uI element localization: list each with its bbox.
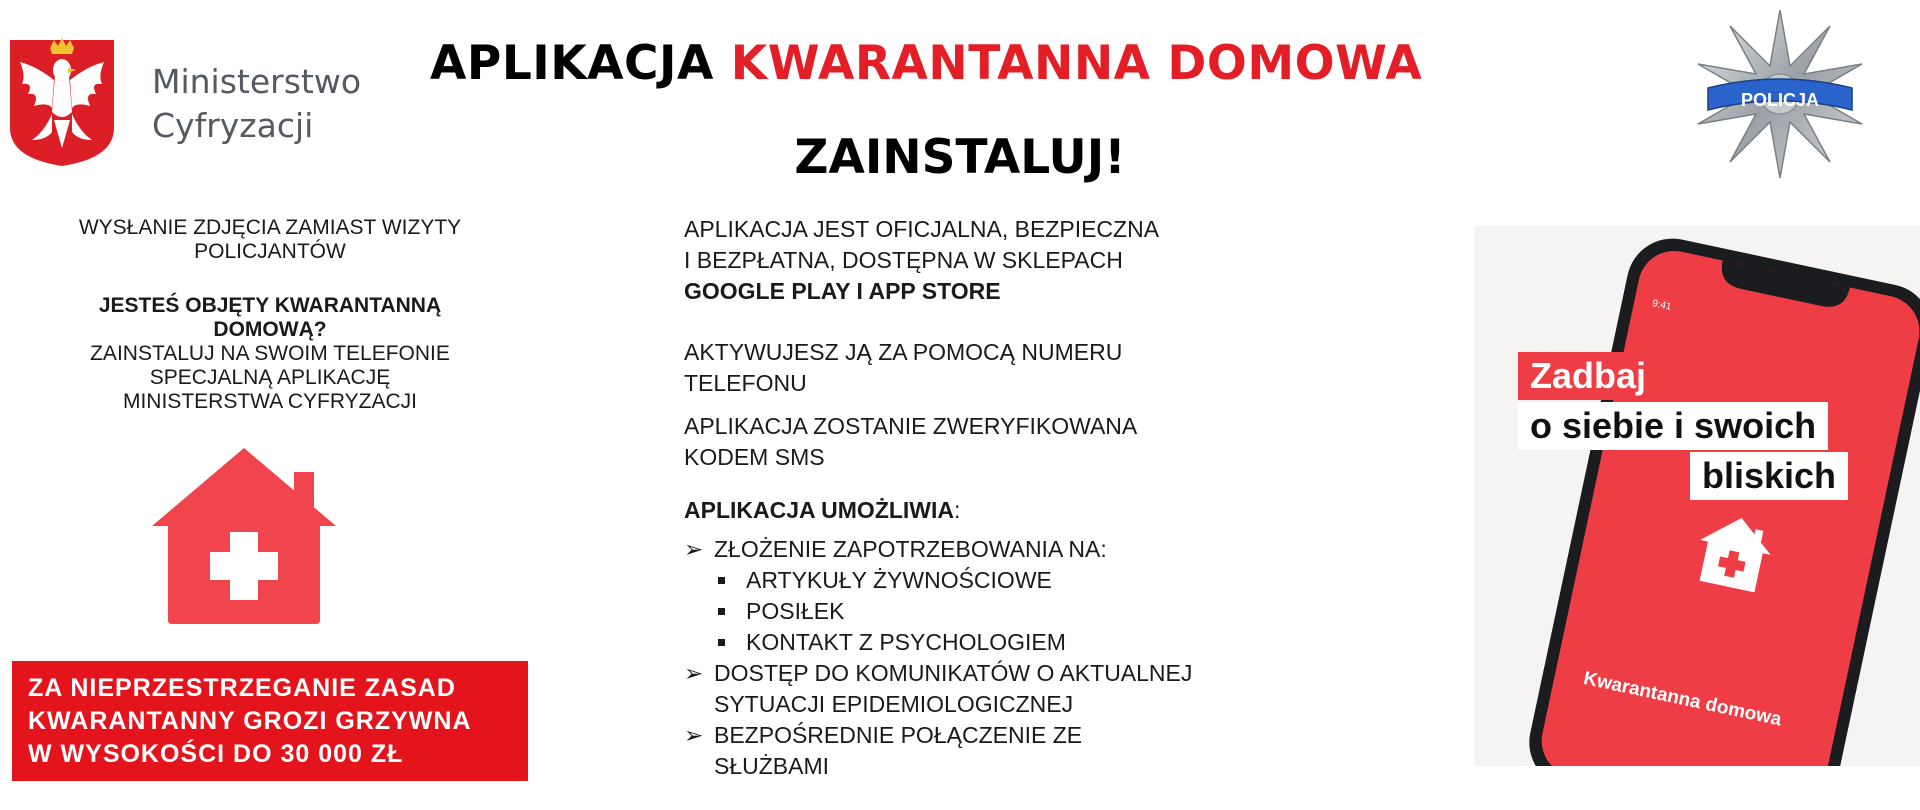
activate-line1: AKTYWUJESZ JĄ ZA POMOCĄ NUMERU (684, 339, 1123, 365)
feature-item-services-line1: BEZPOŚREDNIE POŁĄCZENIE ZE (714, 722, 1083, 748)
install-line2: SPECJALNĄ APLIKACJĘ (149, 366, 391, 389)
left-column (20, 216, 520, 414)
enables-heading-bold: APLIKACJA UMOŻLIWIA (684, 497, 955, 523)
verify-line1: APLIKACJA ZOSTANIE ZWERYFIKOWANA (684, 413, 1138, 439)
enables-heading-colon: : (954, 497, 961, 523)
feature-item-announcements-line1: DOSTĘP DO KOMUNIKATÓW O AKTUALNEJ (714, 660, 1193, 686)
arrow-bullet-icon: ➢ (684, 660, 704, 686)
ministry-eagle-logo (6, 36, 118, 168)
arrow-bullet-icon: ➢ (684, 722, 704, 748)
police-badge-text: POLICJA (1740, 90, 1820, 110)
fine-line3: W WYSOKOŚCI DO 30 000 ZŁ (28, 740, 404, 768)
official-line1: APLIKACJA JEST OFICJALNA, BEZPIECZNA (684, 216, 1160, 242)
fine-warning-box (12, 661, 528, 781)
arrow-bullet-icon: ➢ (684, 536, 704, 562)
install-line3: MINISTERSTWA CYFRYZACJI (122, 390, 418, 413)
phone-promo-image (1474, 226, 1920, 766)
phone-app-name: Kwarantanna domowa (1581, 668, 1784, 731)
house-with-cross-icon (146, 444, 342, 626)
title-red-part: KWARANTANNA DOMOWA (730, 36, 1423, 91)
feature-item-services-line2: SŁUŻBAMI (714, 753, 830, 779)
ministry-name-line2: Cyfryzacji (152, 106, 314, 145)
fine-line2: KWARANTANNY GROZI GRZYWNA (28, 707, 472, 735)
feature-item-orders (684, 534, 1324, 565)
ministry-name (152, 60, 361, 148)
stores-line: GOOGLE PLAY I APP STORE (684, 278, 1001, 304)
photo-instead-line1: WYSŁANIE ZDJĘCIA ZAMIAST WIZYTY (78, 216, 462, 239)
slogan-line1: Zadbaj (1518, 352, 1658, 400)
list-item: ARTYKUŁY ŻYWNOŚCIOWE (746, 565, 1324, 596)
activate-line2: TELEFONU (684, 370, 807, 396)
phone-status-time: 9:41 (1651, 298, 1673, 313)
install-line1: ZAINSTALUJ NA SWOIM TELEFONIE (90, 342, 450, 365)
enables-heading (684, 495, 1324, 526)
page-subtitle: ZAINSTALUJ! (794, 130, 1126, 185)
slogan-line2: o siebie i swoich (1518, 402, 1828, 450)
quarantine-question-line2: DOMOWĄ? (213, 318, 327, 341)
verify-line2: KODEM SMS (684, 444, 825, 470)
feature-item-announcements (684, 658, 1324, 720)
ministry-name-line1: Ministerstwo (152, 62, 362, 101)
order-subitems (684, 565, 1324, 658)
list-item: KONTAKT Z PSYCHOLOGIEM (746, 627, 1324, 658)
feature-item-services (684, 720, 1324, 782)
page-title (430, 34, 1510, 94)
feature-item-orders-text: ZŁOŻENIE ZAPOTRZEBOWANIA NA: (714, 536, 1107, 562)
title-black-part: APLIKACJA (430, 36, 714, 91)
official-line2: I BEZPŁATNA, DOSTĘPNA W SKLEPACH (684, 247, 1123, 273)
slogan-line3: bliskich (1690, 452, 1848, 500)
feature-item-announcements-line2: SYTUACJI EPIDEMIOLOGICZNEJ (714, 691, 1074, 717)
fine-line1: ZA NIEPRZESTRZEGANIE ZASAD (28, 674, 456, 702)
middle-column (684, 214, 1324, 782)
photo-instead-line2: POLICJANTÓW (194, 240, 346, 263)
quarantine-question-line1: JESTEŚ OBJĘTY KWARANTANNĄ (98, 294, 442, 317)
police-badge-icon (1690, 6, 1870, 182)
list-item: POSIŁEK (746, 596, 1324, 627)
